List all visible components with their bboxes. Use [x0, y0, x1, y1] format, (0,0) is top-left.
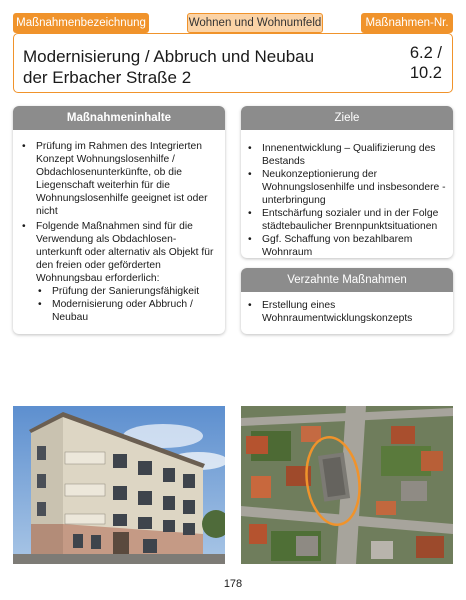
panel-ziele [241, 106, 453, 258]
tag-massnahmenbezeichnung: Maßnahmenbezeichnung [13, 13, 149, 33]
measure-number-line-1: 6.2 / [409, 44, 442, 62]
panel-massnahmeninhalte [13, 106, 225, 334]
verzahnte-item: • Erstellung eines Wohnraumentwicklungskonzepts [262, 299, 447, 325]
title-line-1: Modernisierung / Abbruch und Neubau [23, 47, 315, 66]
building-photo-image [13, 406, 225, 564]
panel-heading-verzahnte: Verzahnte Maßnahmen [241, 268, 453, 292]
panel-heading-massnahmeninhalte: Maßnahmeninhalte [13, 106, 225, 130]
title-line-2: der Erbacher Straße 2 [23, 68, 192, 87]
inhalte-subitem: • Modernisierung oder Abbruch / Neubau [52, 298, 217, 324]
measure-number-line-2: 10.2 [409, 64, 442, 82]
inhalte-item: • Prüfung im Rahmen des Integrierten Konzept Wohnungslosenhilfe / Obdachlosenunterkünfte, ob die Liegenschaft weiterhin für die Wohnungslosenhilfe geeignet ist oder nicht [36, 140, 217, 218]
ziele-item: • Innenentwicklung – Qualifizierung des Bestands [262, 142, 447, 168]
panel-verzahnte-massnahmen [241, 268, 453, 334]
page-title [23, 46, 314, 88]
ziele-item: • Ggf. Schaffung von bezahlbarem Wohnraum [262, 233, 447, 259]
inhalte-list [13, 130, 225, 324]
title-box [13, 33, 453, 93]
measure-number [410, 43, 442, 83]
ziele-item: • Entschärfung sozialer und in der Folge städtebaulicher Brennpunktsituationen [262, 207, 447, 233]
aerial-photo [241, 406, 453, 564]
aerial-photo-image [241, 406, 453, 564]
ziele-item: • Neukonzeptionierung der Wohnungslosenhilfe und insbesondere -unterbringung [262, 168, 447, 207]
ziele-list [241, 130, 453, 259]
tag-category: Wohnen und Wohnumfeld [187, 13, 323, 33]
inhalte-subitem: • Prüfung der Sanierungsfähigkeit [52, 285, 217, 298]
inhalte-item-text: Folgende Maßnahmen sind für die Verwendung als Obdachlosen-unterkunft oder alternativ als Objekt für den freien oder geförderten Wohnungsbau erforderlich: [36, 221, 214, 284]
inhalte-sublist [36, 285, 217, 324]
building-photo [13, 406, 225, 564]
inhalte-item [36, 220, 217, 324]
verzahnte-list [241, 292, 453, 325]
panel-heading-ziele: Ziele [241, 106, 453, 130]
tag-massnahmen-nr: Maßnahmen-Nr. [361, 13, 453, 33]
page-number: 178 [223, 578, 243, 590]
